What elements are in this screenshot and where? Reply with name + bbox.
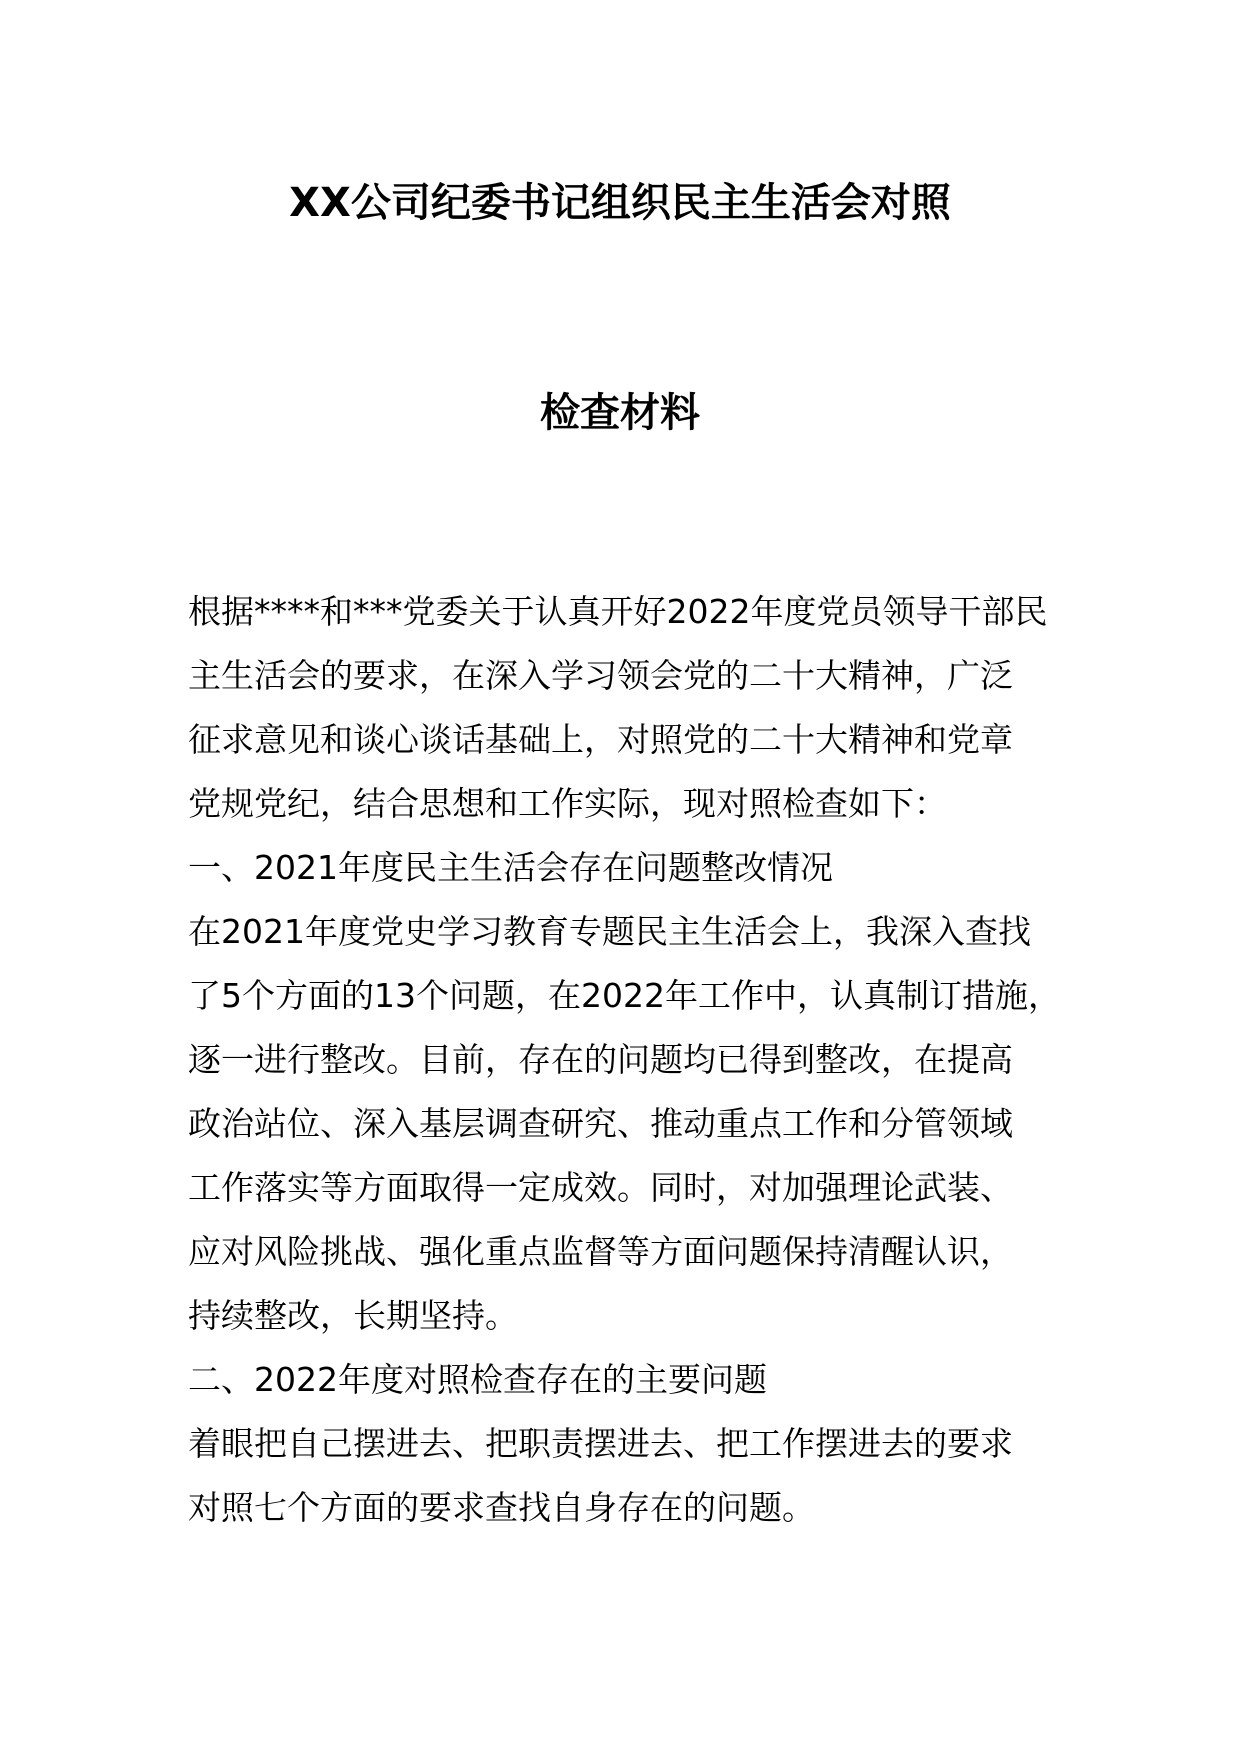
document-title-line-1: XX公司纪委书记组织民主生活会对照	[289, 180, 951, 226]
body-line: 党规党纪，结合思想和工作实际，现对照检查如下：	[188, 784, 947, 823]
body-line: 根据****和***党委关于认真开好2022年度党员领导干部民	[188, 592, 1048, 631]
section-heading-1: 一、2021年度民主生活会存在问题整改情况	[188, 848, 833, 887]
body-line: 了5个方面的13个问题，在2022年工作中，认真制订措施，	[188, 976, 1061, 1015]
body-line: 主生活会的要求，在深入学习领会党的二十大精神，广泛	[188, 656, 1013, 695]
body-line: 工作落实等方面取得一定成效。同时，对加强理论武装、	[188, 1168, 1013, 1207]
section-heading-2: 二、2022年度对照检查存在的主要问题	[188, 1360, 767, 1399]
body-line: 政治站位、深入基层调查研究、推动重点工作和分管领域	[188, 1104, 1013, 1143]
body-line: 逐一进行整改。目前，存在的问题均已得到整改，在提高	[188, 1040, 1013, 1079]
body-line: 在2021年度党史学习教育专题民主生活会上，我深入查找	[188, 912, 1031, 951]
document-title-line-2: 检查材料	[540, 390, 700, 436]
body-line: 应对风险挑战、强化重点监督等方面问题保持清醒认识，	[188, 1232, 1013, 1271]
body-line: 着眼把自己摆进去、把职责摆进去、把工作摆进去的要求	[188, 1424, 1013, 1463]
body-line: 对照七个方面的要求查找自身存在的问题。	[188, 1488, 815, 1527]
body-line: 征求意见和谈心谈话基础上，对照党的二十大精神和党章	[188, 720, 1013, 759]
body-line: 持续整改，长期坚持。	[188, 1296, 518, 1335]
